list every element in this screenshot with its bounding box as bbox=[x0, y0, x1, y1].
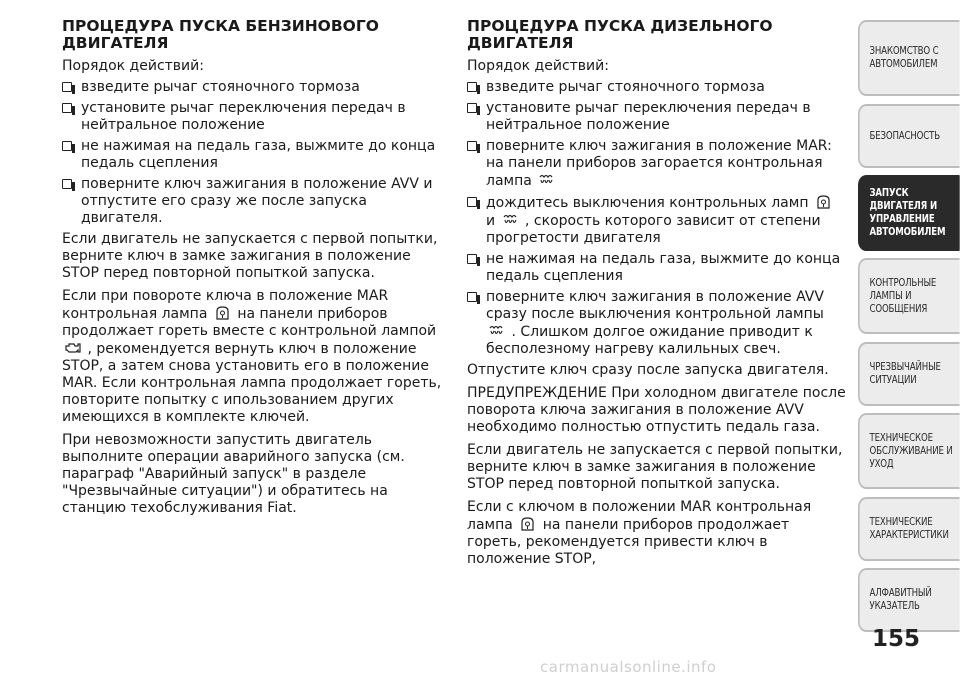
bullet-list bbox=[467, 79, 847, 358]
tab-index[interactable]: АЛФАВИТНЫЙ УКАЗАТЕЛЬ bbox=[858, 568, 960, 632]
checkbox-bullet-icon bbox=[62, 179, 72, 189]
checkbox-bullet-icon bbox=[467, 141, 477, 151]
list-item: поверните ключ зажигания в положение AVV и отпустите его сразу же после запуска двигателя. bbox=[62, 176, 447, 227]
paragraph: При невозможности запустить двигатель выполните операции аварийного запуска (см. параграф "Аварийный запуск" в разделе "Чрезвычайные ситуации") и обратитесь на станцию техобслуживания Fiat. bbox=[62, 432, 405, 516]
section-title-petrol: ПРОЦЕДУРА ПУСКА БЕНЗИНОВОГО ДВИГАТЕЛЯ bbox=[62, 17, 379, 52]
engine-lamp-icon bbox=[64, 340, 81, 355]
list-item: поверните ключ зажигания в положение MAR: на панели приборов загорается контрольная лампа bbox=[467, 138, 847, 190]
checkbox-bullet-icon bbox=[467, 103, 477, 113]
intro-text: Порядок действий: bbox=[467, 58, 609, 74]
checkbox-bullet-icon bbox=[467, 292, 477, 302]
immobilizer-lamp-icon bbox=[519, 516, 536, 531]
paragraph: Отпустите ключ сразу после запуска двигателя. bbox=[467, 362, 829, 378]
paragraph: Если с ключом в положении MAR контрольная лампа на панели приборов продолжает гореть, рекомендуется привести ключ в положение STOP, bbox=[467, 499, 812, 567]
intro-text: Порядок действий: bbox=[62, 58, 204, 74]
paragraph: Если при повороте ключа в положение MAR контрольная лампа на панели приборов продолжает гореть вместе с контрольной лампой , рекомендуется вернуть ключ в положение STOP, а затем снова установить его в положение MAR. Если контрольная лампа продолжает гореть, повторите попытку с ипользованием других имеющихся в комплекте ключей. bbox=[62, 288, 442, 425]
list-item: поверните ключ зажигания в положение AVV сразу после выключения контрольной лампы . Слишком долгое ожидание приводит к бесполезному нагреву калильных свеч. bbox=[467, 289, 847, 358]
tab-emergency[interactable]: ЧРЕЗВЫЧАЙНЫЕ СИТУАЦИИ bbox=[858, 342, 960, 406]
paragraph: Если двигатель не запускается с первой попытки, верните ключ в замке зажигания в положение STOP перед повторной попыткой запуска. bbox=[62, 231, 438, 281]
checkbox-bullet-icon bbox=[62, 103, 72, 113]
immobilizer-lamp-icon bbox=[214, 305, 231, 320]
list-item: не нажимая на педаль газа, выжмите до конца педаль сцепления bbox=[467, 251, 847, 285]
checkbox-bullet-icon bbox=[62, 82, 72, 92]
tab-introduction[interactable]: ЗНАКОМСТВО С АВТОМОБИЛЕМ bbox=[858, 20, 960, 96]
glow-plug-icon bbox=[488, 323, 505, 338]
right-column bbox=[467, 18, 847, 574]
list-item: дождитесь выключения контрольных ламп и , скорость которого зависит от степени прогретости двигателя bbox=[467, 194, 847, 247]
checkbox-bullet-icon bbox=[467, 82, 477, 92]
bullet-list bbox=[62, 79, 447, 227]
watermark: carmanualsonline.info bbox=[540, 658, 717, 676]
page-number: 155 bbox=[872, 626, 921, 652]
list-item: взведите рычаг стояночного тормоза bbox=[467, 79, 847, 96]
checkbox-bullet-icon bbox=[467, 254, 477, 264]
checkbox-bullet-icon bbox=[62, 141, 72, 151]
left-column bbox=[62, 18, 447, 523]
tab-safety[interactable]: БЕЗОПАСНОСТЬ bbox=[858, 104, 960, 168]
tab-warning-lights[interactable]: КОНТРОЛЬНЫЕ ЛАМПЫ И СООБЩЕНИЯ bbox=[858, 258, 960, 334]
section-title-diesel: ПРОЦЕДУРА ПУСКА ДИЗЕЛЬНОГО ДВИГАТЕЛЯ bbox=[467, 17, 773, 52]
tab-technical-specs[interactable]: ТЕХНИЧЕСКИЕ ХАРАКТЕРИСТИКИ bbox=[858, 497, 960, 561]
glow-plug-icon bbox=[538, 172, 555, 187]
warning-paragraph: ПРЕДУПРЕЖДЕНИЕ При холодном двигателе после поворота ключа зажигания в положение AVV необходимо полностью отпустить педаль газа. bbox=[467, 385, 846, 435]
list-item: установите рычаг переключения передач в нейтральное положение bbox=[467, 100, 847, 134]
paragraph: Если двигатель не запускается с первой попытки, верните ключ в замке зажигания в положение STOP перед повторной попыткой запуска. bbox=[467, 442, 843, 492]
list-item: взведите рычаг стояночного тормоза bbox=[62, 79, 447, 96]
checkbox-bullet-icon bbox=[467, 197, 477, 207]
tab-maintenance[interactable]: ТЕХНИЧЕСКОЕ ОБСЛУЖИВАНИЕ И УХОД bbox=[858, 413, 960, 489]
tab-starting-and-driving[interactable]: ЗАПУСК ДВИГАТЕЛЯ И УПРАВЛЕНИЕ АВТОМОБИЛЕМ bbox=[858, 175, 960, 251]
immobilizer-lamp-icon bbox=[815, 194, 832, 209]
list-item: не нажимая на педаль газа, выжмите до конца педаль сцепления bbox=[62, 138, 447, 172]
list-item: установите рычаг переключения передач в нейтральное положение bbox=[62, 100, 447, 134]
glow-plug-icon bbox=[502, 212, 519, 227]
